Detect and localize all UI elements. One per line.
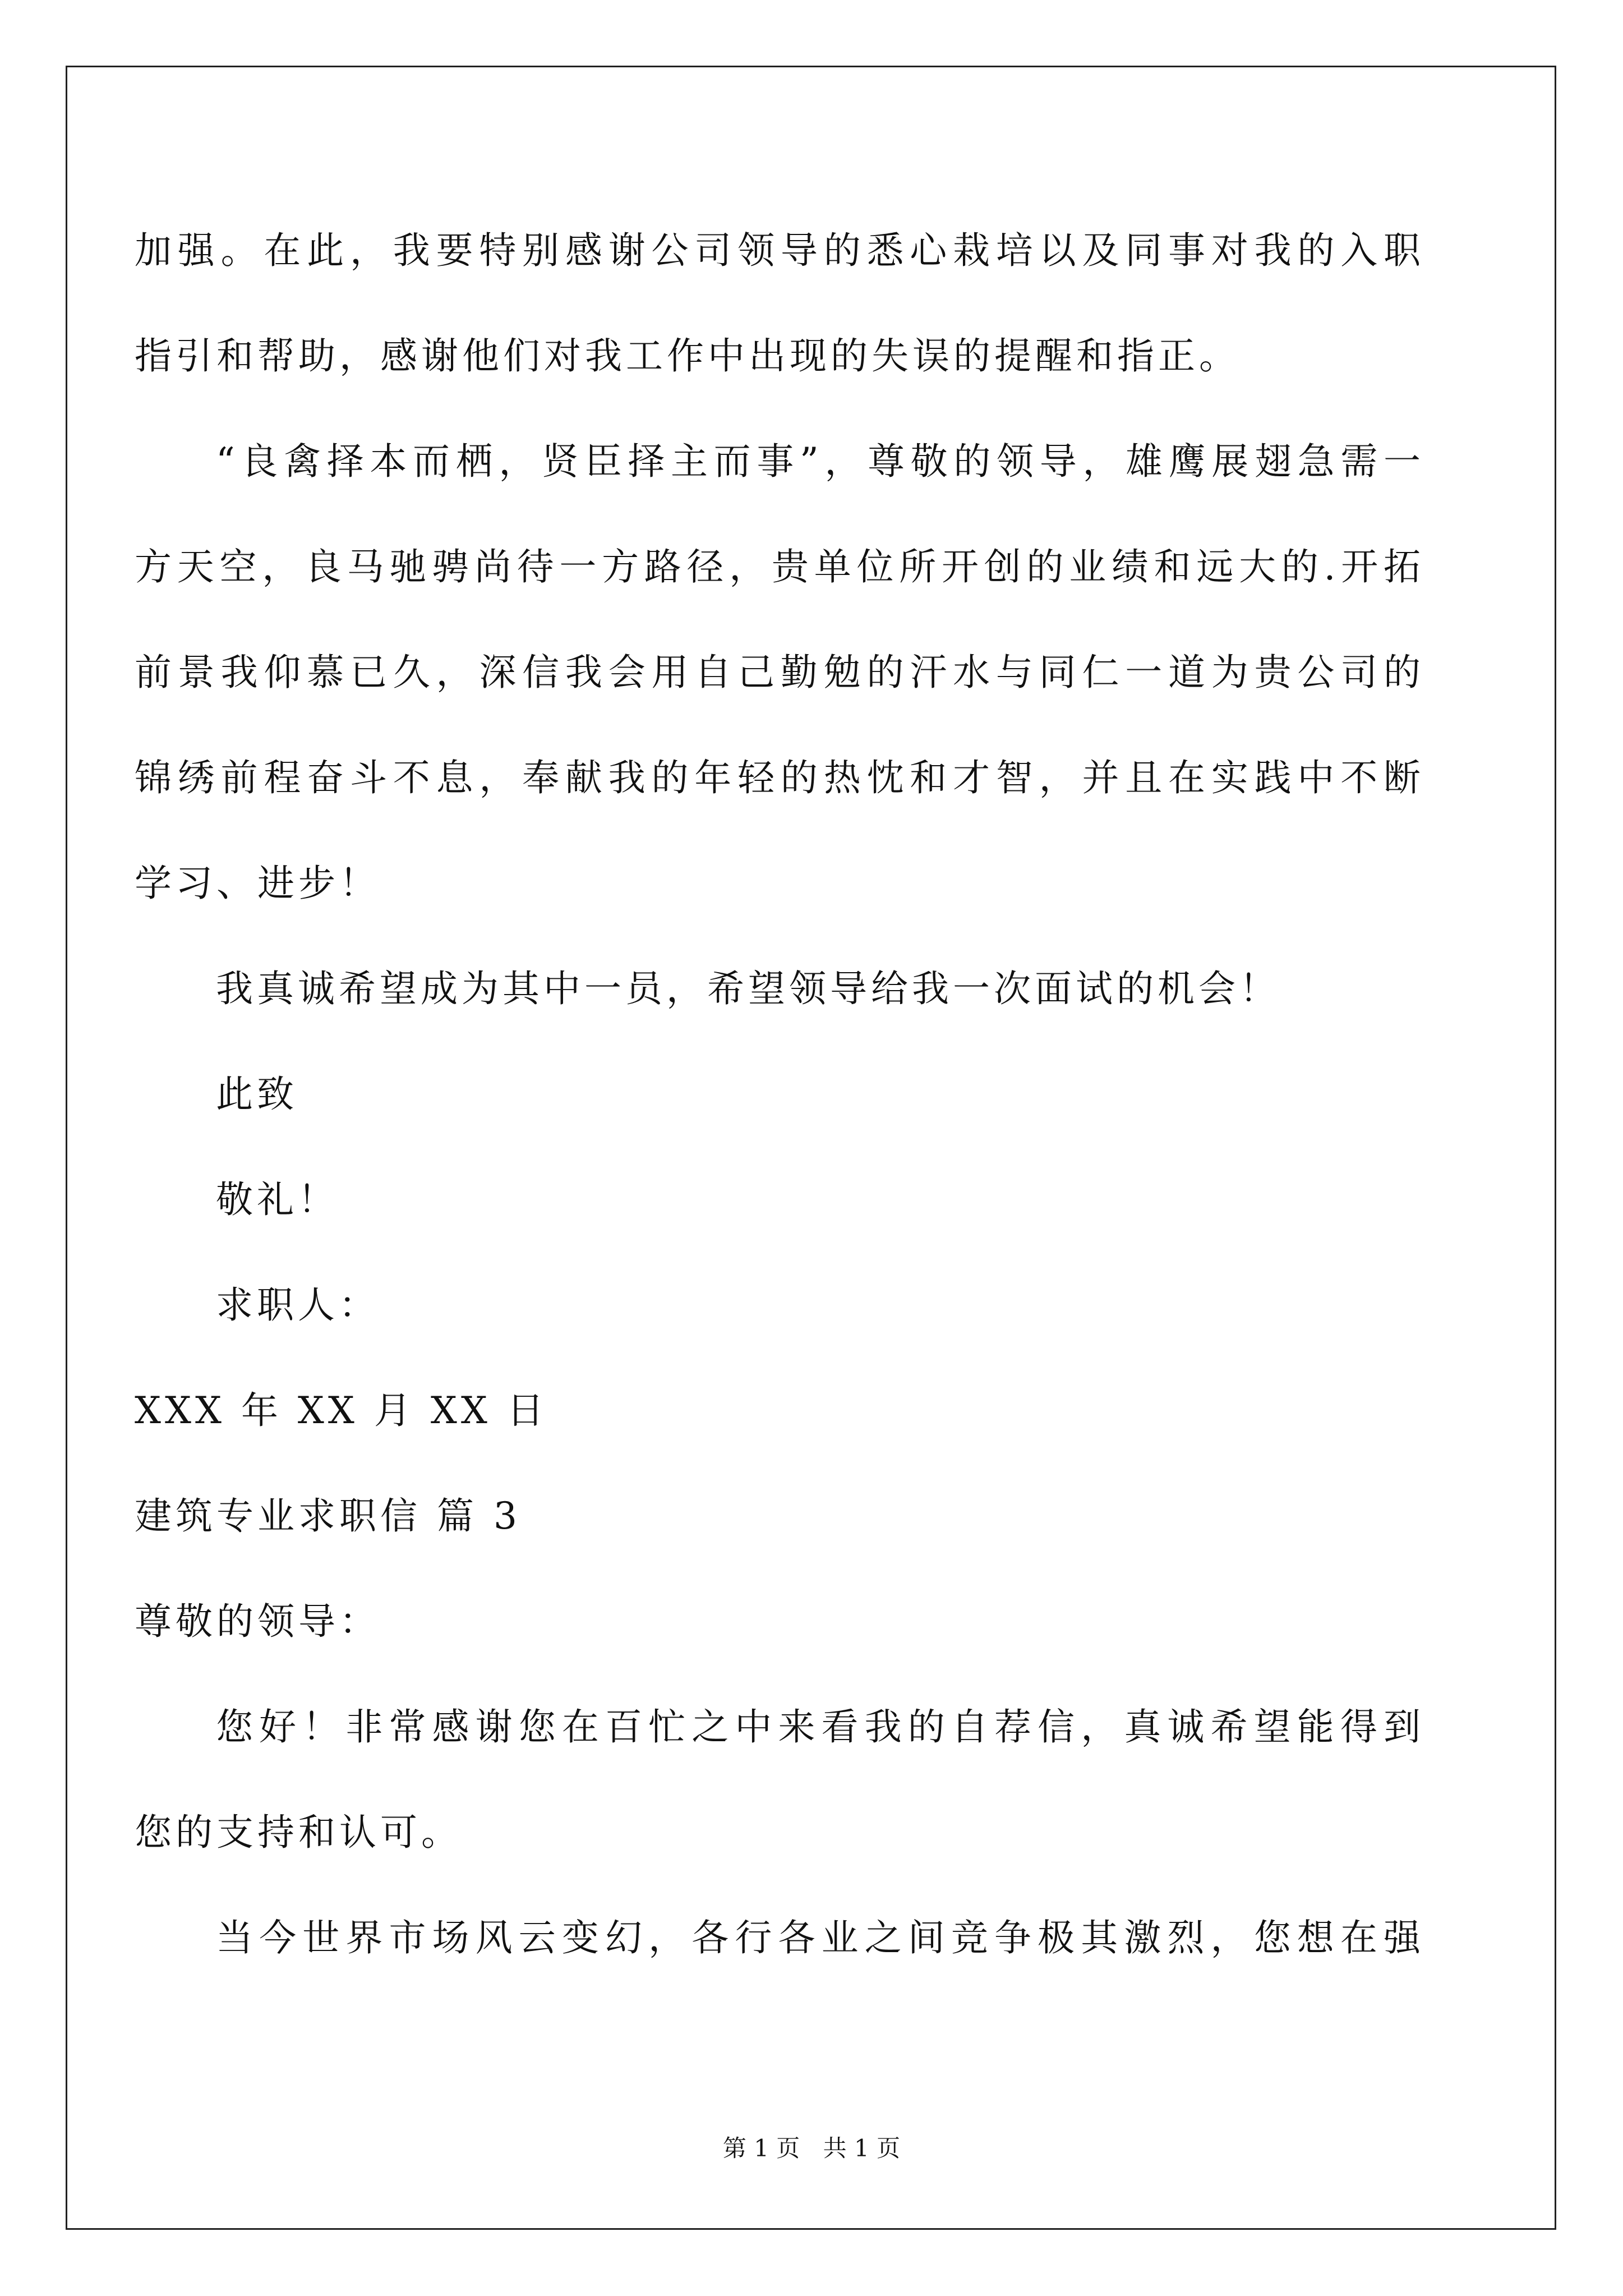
text-line: 您的支持和认可。	[135, 1811, 462, 1854]
text-line: 当今世界市场风云变幻，各行各业之间竞争极其激烈，您想在强	[216, 1916, 1424, 1959]
section-heading: 建筑专业求职信 篇 3	[135, 1494, 521, 1538]
text-line: 我真诚希望成为其中一员，希望领导给我一次面试的机会！	[216, 967, 1280, 1010]
text-line: “良禽择本而栖，贤臣择主而事”，尊敬的领导，雄鹰展翅急需一	[216, 440, 1424, 483]
greeting-line: 尊敬的领导：	[135, 1600, 380, 1643]
text-line: 方天空，良马驰骋尚待一方路径，贵单位所开创的业绩和远大的.开拓	[135, 545, 1424, 588]
text-line: 学习、进步！	[135, 862, 380, 905]
text-line: 锦绣前程奋斗不息，奉献我的年轻的热忱和才智，并且在实践中不断	[135, 756, 1424, 799]
salutation-line: 此致	[216, 1073, 298, 1116]
signature-label: 求职人：	[216, 1283, 380, 1327]
text-line: 您好！非常感谢您在百忙之中来看我的自荐信，真诚希望能得到	[216, 1705, 1424, 1749]
page-number-current: 第 1 页	[722, 2134, 800, 2162]
text-line: 前景我仰慕已久，深信我会用自己勤勉的汗水与同仁一道为贵公司的	[135, 651, 1424, 694]
date-line: XXX 年 XX 月 XX 日	[135, 1389, 548, 1432]
page-footer	[0, 2132, 1623, 2165]
text-line: 指引和帮助，感谢他们对我工作中出现的失误的提醒和指正。	[135, 334, 1240, 378]
page-number-total: 共 1 页	[823, 2134, 901, 2162]
text-line: 加强。在此，我要特别感谢公司领导的悉心栽培以及同事对我的入职	[135, 229, 1424, 272]
page-border	[66, 66, 1556, 2230]
salutation-line: 敬礼！	[216, 1178, 339, 1221]
